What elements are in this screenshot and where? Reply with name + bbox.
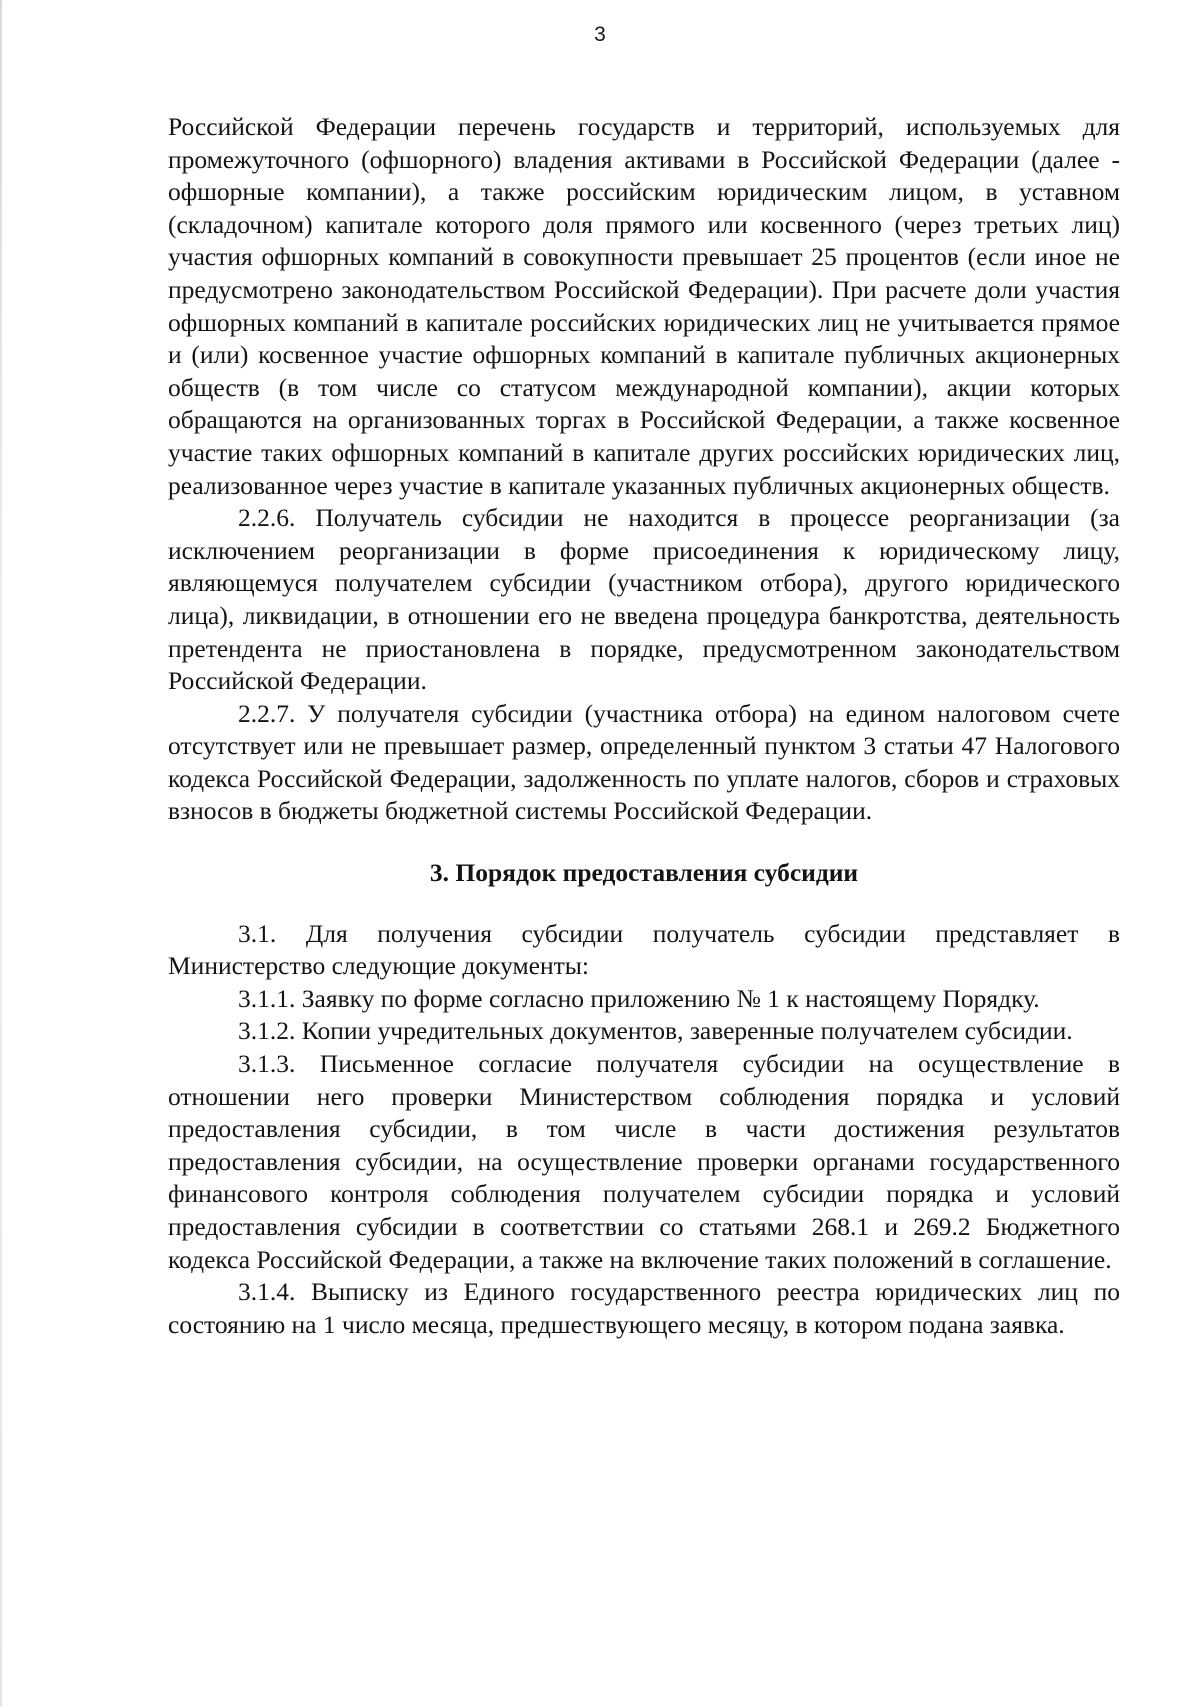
paragraph-3-1: 3.1. Для получения субсидии получатель субсидии представляет в Министерство следующие документы: <box>168 918 1120 981</box>
scan-edge-mark <box>0 0 2 1707</box>
paragraph-3-1-1: 3.1.1. Заявку по форме согласно приложению № 1 к настоящему Порядку. <box>238 983 1040 1013</box>
document-body <box>168 111 1120 1341</box>
section-heading: 3. Порядок предоставления субсидии <box>429 858 859 888</box>
page-number: 3 <box>594 23 606 46</box>
paragraph-2-2-7: 2.2.7. У получателя субсидии (участника отбора) на едином налоговом счете отсутствует или не превышает размер, определенный пунктом 3 статьи 47 Налогового кодекса Российской Федерации, задолженность по уплате налогов, сборов и страховых взносов в бюджеты бюджетной системы Российской Федерации. <box>168 698 1120 826</box>
paragraph-3-1-3: 3.1.3. Письменное согласие получателя субсидии на осуществление в отношении него проверки Министерством соблюдения порядка и условий предоставления субсидии, в том числе в части достижения результатов предоставления субсидии, на осуществление проверки органами государственного финансового контроля соблюдения получателем субсидии порядка и условий предоставления субсидии в соответствии со статьями 268.1 и 269.2 Бюджетного кодекса Российской Федерации, а также на включение таких положений в соглашение. <box>168 1049 1120 1274</box>
paragraph-2-2-6: 2.2.6. Получатель субсидии не находится в процессе реорганизации (за исключением реорганизации в форме присоединения к юридическому лицу, являющемуся получателем субсидии (участником отбора), другого юридического лица), ликвидации, в отношении его не введена процедура банкротства, деятельность претендента не приостановлена в порядке, предусмотренном законодательством Российской Федерации. <box>168 503 1120 696</box>
paragraph-3-1-2: 3.1.2. Копии учредительных документов, заверенные получателем субсидии. <box>238 1016 1073 1046</box>
paragraph-offshore-continuation: Российской Федерации перечень государств и территорий, используемых для промежуточного (офшорного) владения активами в Российской Федерации (далее - офшорные компании), а также российским юридическим лицом, в уставном (складочном) капитале которого доля прямого или косвенного (через третьих лиц) участия офшорных компаний в совокупности превышает 25 процентов (если иное не предусмотрено законодательством Российской Федерации). При расчете доли участия офшорных компаний в капитале российских юридических лиц не учитывается прямое и (или) косвенное участие офшорных компаний в капитале публичных акционерных обществ (в том числе со статусом международной компании), акции которых обращаются на организованных торгах в Российской Федерации, а также косвенное участие таких офшорных компаний в капитале других российских юридических лиц, реализованное через участие в капитале указанных публичных акционерных обществ. <box>168 112 1120 500</box>
paragraph-3-1-4: 3.1.4. Выписку из Единого государственного реестра юридических лиц по состоянию на 1 число месяца, предшествующего месяцу, в котором подана заявка. <box>168 1277 1120 1339</box>
